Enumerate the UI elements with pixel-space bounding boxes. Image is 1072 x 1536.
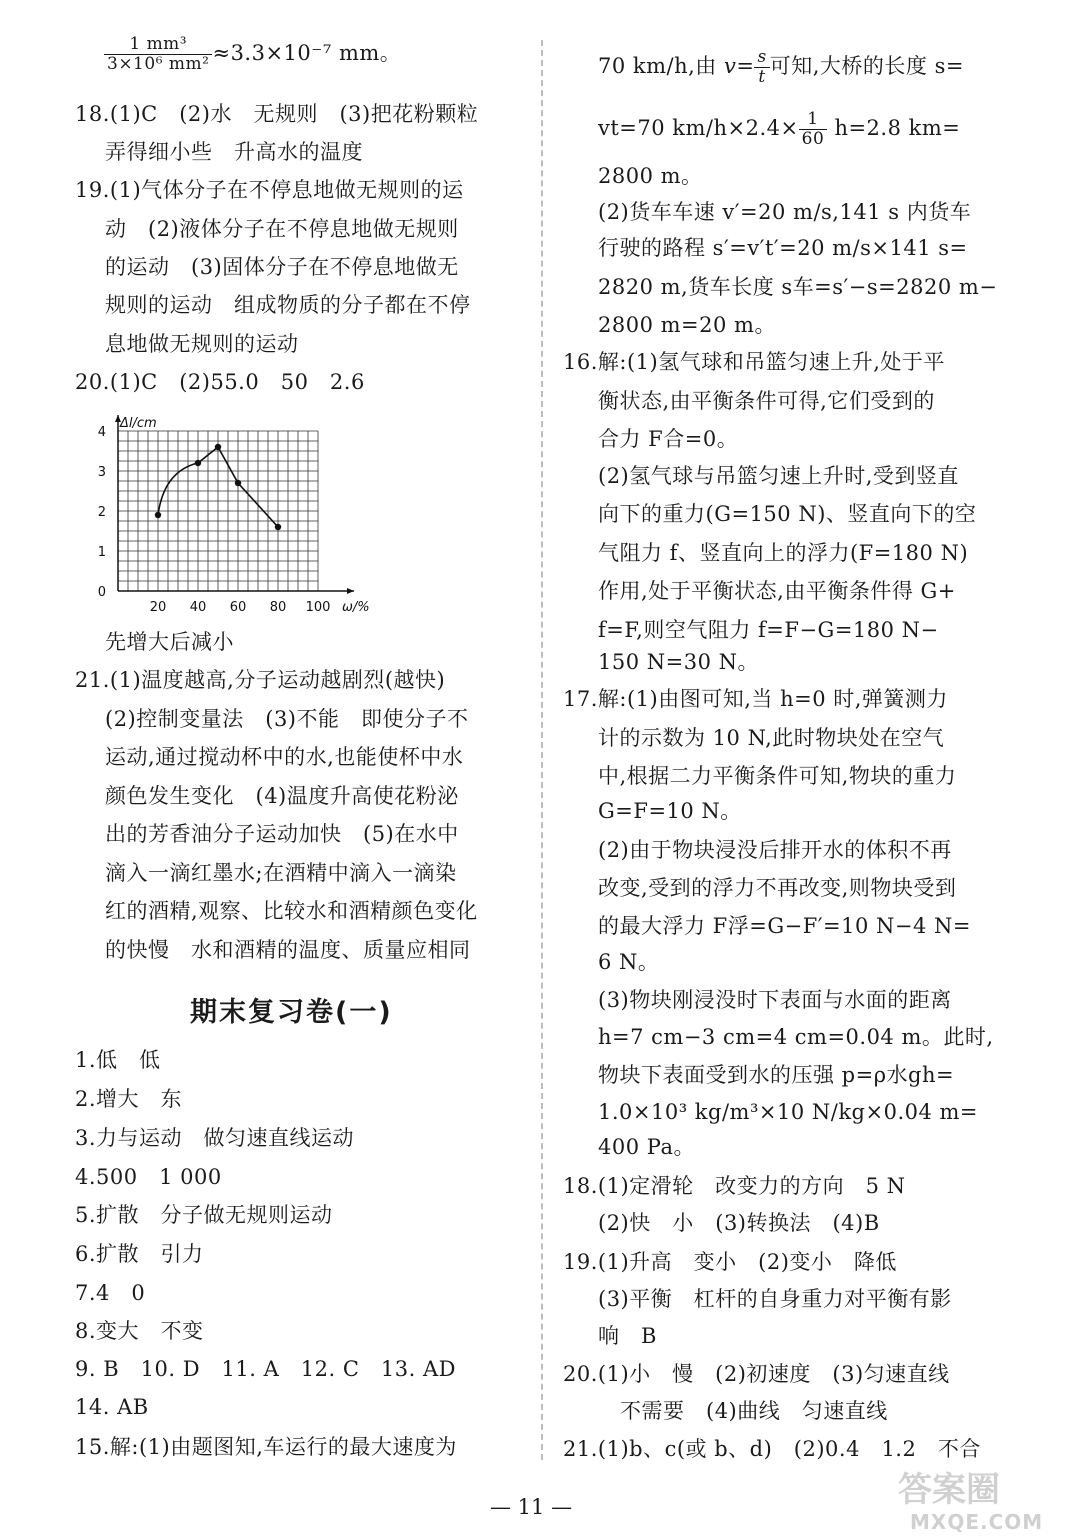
answer-line: 出的芳香油分子运动加快 (5)在水中: [105, 822, 459, 846]
answer-line: 14. AB: [75, 1395, 149, 1419]
answer-line: 衡状态,由平衡条件可得,它们受到的: [598, 389, 935, 413]
answer-line: (2)货车车速 v′=20 m/s,141 s 内货车: [598, 200, 972, 224]
y-tick-label: 0: [98, 585, 106, 600]
data-point: [215, 444, 221, 450]
answer-line: 不需要 (4)曲线 匀速直线: [620, 1399, 888, 1423]
x-axis-arrow: [347, 588, 354, 594]
answer-line: 合力 F合=0。: [598, 427, 739, 451]
line-chart: [98, 405, 388, 620]
column-divider: [541, 40, 543, 1460]
answer-line: 计的示数为 10 N,此时物块处在空气: [598, 726, 945, 750]
answer-line: 颜色发生变化 (4)温度升高使花粉泌: [105, 784, 459, 808]
answer-line: 运动,通过搅动杯中的水,也能使杯中水: [105, 745, 464, 769]
data-point: [195, 460, 201, 466]
answer-line: G=F=10 N。: [598, 799, 742, 823]
answer-line: 滴入一滴红墨水;在酒精中滴入一滴染: [105, 861, 457, 885]
answer-line: 的快慢 水和酒精的温度、质量应相同: [105, 938, 471, 962]
answer-line: vt=70 km/h×2.4× $\frac{1}{60}$ h=2.8 km=: [598, 109, 961, 149]
answer-line: 5.扩散 分子做无规则运动: [75, 1203, 333, 1227]
answer-line: 的最大浮力 F浮=G−F′=10 N−4 N=: [598, 914, 972, 938]
data-point: [155, 512, 161, 518]
answer-line: 150 N=30 N。: [598, 650, 760, 674]
answer-line: 气阻力 f、竖直向上的浮力(F=180 N): [598, 541, 969, 565]
answer-line: 改变,受到的浮力不再改变,则物块受到: [598, 876, 957, 900]
x-tick-label: 20: [149, 600, 167, 615]
x-tick-label: 80: [269, 600, 287, 615]
answer-line: 7.4 0: [75, 1281, 146, 1305]
x-axis-label: ω/%: [342, 600, 370, 615]
fraction: $\frac{1}{60}$: [799, 110, 828, 149]
y-axis-label: Δl/cm: [120, 416, 157, 431]
answer-line: 21.(1)b、c(或 b、d) (2)0.4 1.2 不合: [563, 1437, 981, 1461]
y-tick-label: 1: [98, 545, 106, 560]
answer-line: 17.解:(1)由图可知,当 h=0 时,弹簧测力: [563, 687, 948, 711]
answer-line: (3)物块刚浸没时下表面与水面的距离: [598, 988, 952, 1012]
answer-line: 的运动 (3)固体分子在不停息地做无: [105, 255, 459, 279]
answer-line: 规则的运动 组成物质的分子都在不停: [105, 293, 471, 317]
answer-line: 15.解:(1)由题图知,车运行的最大速度为: [75, 1435, 457, 1459]
answer-line: 3.力与运动 做匀速直线运动: [75, 1126, 355, 1150]
answer-line: 70 km/h,由 v= $\frac{s}{t}$ 可知,大桥的长度 s=: [598, 47, 964, 87]
answer-line: 向下的重力(G=150 N)、竖直向下的空: [598, 502, 977, 526]
answer-line: 400 Pa。: [598, 1135, 695, 1159]
answer-line: 6.扩散 引力: [75, 1242, 204, 1266]
page-number: — 11 —: [490, 1495, 573, 1519]
x-tick-label: 100: [305, 600, 331, 615]
answer-line: 1.低 低: [75, 1048, 161, 1072]
answer-line: h=7 cm−3 cm=4 cm=0.04 m。此时,: [598, 1025, 994, 1049]
answer-line: 21.(1)温度越高,分子运动越剧烈(越快): [75, 668, 446, 692]
answer-line: 20.(1)C (2)55.0 50 2.6: [75, 370, 365, 394]
answer-line: 动 (2)液体分子在不停息地做无规则: [105, 217, 459, 241]
watermark: 答案圈 MXQE.COM: [898, 1470, 1044, 1534]
answer-line: 4.500 1 000: [75, 1165, 222, 1189]
x-tick-label: 40: [189, 600, 207, 615]
data-point: [235, 480, 241, 486]
answer-line: 2800 m。: [598, 164, 703, 188]
answer-line: 6 N。: [598, 950, 660, 974]
answer-line: 2800 m=20 m。: [598, 313, 776, 337]
data-point: [275, 524, 281, 530]
y-tick-label: 2: [98, 505, 106, 520]
answer-line: 红的酒精,观察、比较水和酒精颜色变化: [105, 899, 478, 923]
answer-line: 行驶的路程 s′=v′t′=20 m/s×141 s=: [598, 236, 968, 260]
answer-line: 物块下表面受到水的压强 p=ρ水gh=: [598, 1063, 955, 1087]
section-title: 期末复习卷(一): [190, 997, 393, 1028]
fraction-line: $\frac{\text{1 mm³}}{\text{3×10⁶ mm²}}$ ≈3.3×10⁻⁷ mm。: [104, 35, 401, 74]
answer-line: 1.0×10³ kg/m³×10 N/kg×0.04 m=: [598, 1100, 979, 1124]
answer-line: 20.(1)小 慢 (2)初速度 (3)匀速直线: [563, 1362, 950, 1386]
fraction: $\frac{s}{t}$: [754, 48, 769, 87]
answer-line: 2820 m,货车长度 s车=s′−s=2820 m−: [598, 275, 998, 299]
answer-line: (2)氢气球与吊篮匀速上升时,受到竖直: [598, 464, 959, 488]
y-tick-label: 3: [98, 465, 106, 480]
answer-line: 先增大后减小: [105, 630, 234, 654]
answer-line: 19.(1)升高 变小 (2)变小 降低: [563, 1250, 897, 1274]
answer-line: 响 B: [598, 1324, 657, 1348]
answer-line: 作用,处于平衡状态,由平衡条件得 G+: [598, 579, 956, 603]
answer-line: 8.变大 不变: [75, 1319, 204, 1343]
answer-line: 16.解:(1)氢气球和吊篮匀速上升,处于平: [563, 350, 945, 374]
x-tick-label: 60: [229, 600, 247, 615]
answer-line: f=F,则空气阻力 f=F−G=180 N−: [598, 618, 939, 642]
answer-line: (2)控制变量法 (3)不能 即使分子不: [105, 707, 469, 731]
answer-line: 9. B 10. D 11. A 12. C 13. AD: [75, 1357, 457, 1381]
answer-line: 18.(1)定滑轮 改变力的方向 5 N: [563, 1174, 906, 1198]
answer-line: 中,根据二力平衡条件可知,物块的重力: [598, 764, 957, 788]
answer-line: 息地做无规则的运动: [105, 332, 299, 356]
answer-line: (2)由于物块浸没后排开水的体积不再: [598, 838, 952, 862]
answer-line: (2)快 小 (3)转换法 (4)B: [598, 1211, 880, 1235]
answer-line: 弄得细小些 升高水的温度: [105, 140, 363, 164]
answer-line: 2.增大 东: [75, 1087, 183, 1111]
answer-line: (3)平衡 杠杆的自身重力对平衡有影: [598, 1287, 952, 1311]
y-tick-label: 4: [98, 425, 106, 440]
fraction: $\frac{\text{1 mm³}}{\text{3×10⁶ mm²}}$: [104, 35, 212, 74]
answer-line: 18.(1)C (2)水 无规则 (3)把花粉颗粒: [75, 102, 479, 126]
answer-line: 19.(1)气体分子在不停息地做无规则的运: [75, 178, 464, 202]
